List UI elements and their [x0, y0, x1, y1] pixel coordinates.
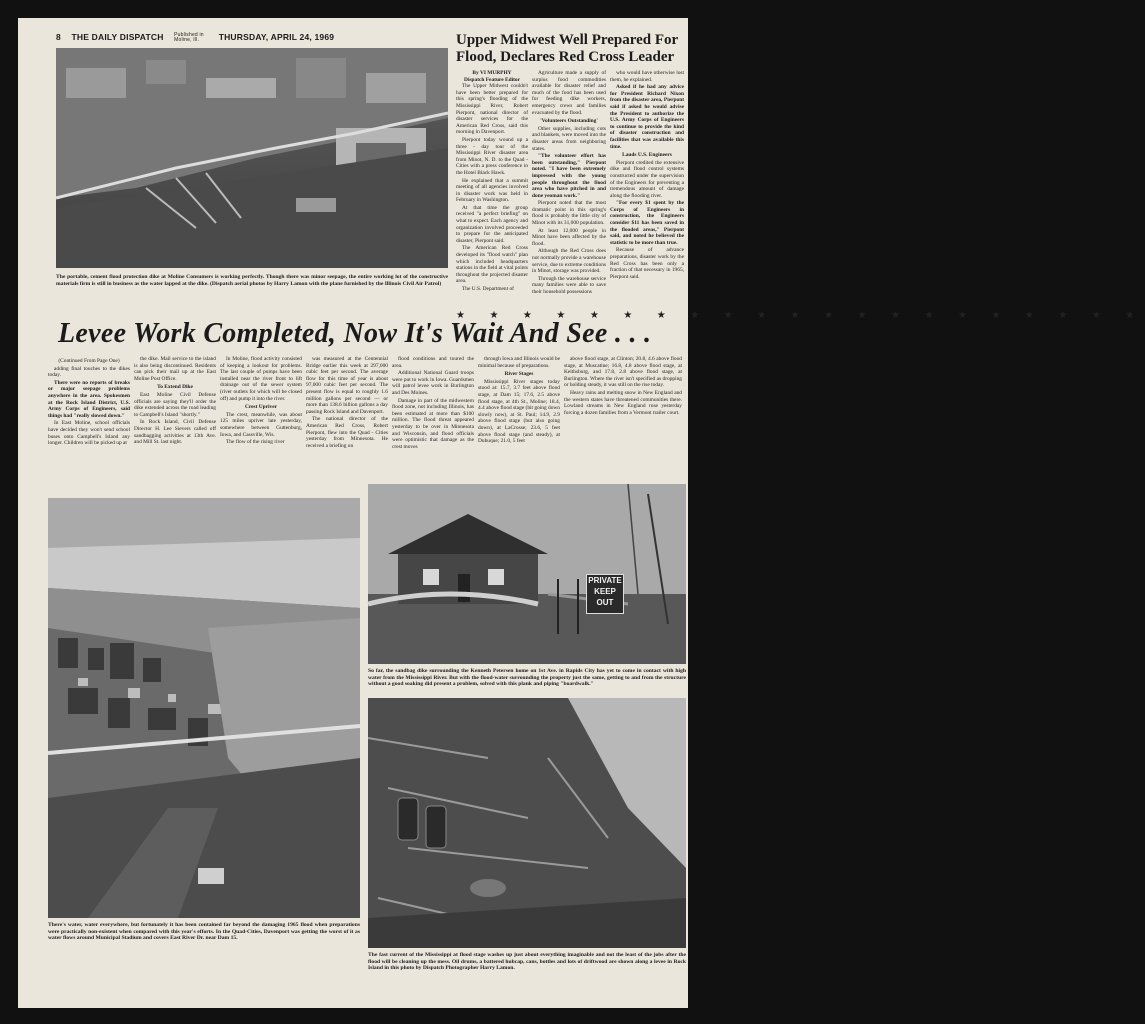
byline: By VI MURPHY [472, 70, 512, 76]
byline-title: Dispatch Feature Editor [464, 76, 520, 83]
levee-column-3 [220, 356, 302, 486]
aerial-dike-image [56, 48, 448, 268]
continued-note: (Continued From Page One) [58, 358, 120, 364]
sign-line: OUT [596, 598, 614, 607]
debris-levee-photo [368, 698, 686, 948]
levee-column-4 [306, 356, 388, 486]
paper-name: THE DAILY DISPATCH [71, 32, 164, 42]
paragraph: Although the Red Cross does not normally provide a warehouse service, due to extreme conditions in Minot, storage was provided. [532, 248, 606, 275]
levee-column-7 [564, 356, 682, 486]
red-cross-headline: Upper Midwest Well Prepared For Flood, Declares Red Cross Leader [456, 32, 678, 65]
house-image [368, 484, 686, 664]
subhead: River Stages [504, 371, 534, 378]
paragraph: the dike. Mail service to the island is also being discontinued. Residents can pick their mail up at the East Moline Post Office. [134, 356, 216, 382]
paragraph: In Rock Island, Civil Defense Director H. Lee Sievers called off sandbagging activities at 13th Ave. and Mill St. last night. [134, 419, 216, 446]
paragraph: At that time the group received "a perfect briefing" on what to expect. Each agency and organization involved proceeded to prepare for the anticipated disaster, Pierpont said. [456, 204, 528, 244]
paragraph: The national director of the American Red Cross, Robert Pierpont, flew into the Quad - Cities yesterday from Minnesota. He received a briefing on [306, 416, 388, 449]
page-header [56, 32, 342, 43]
paragraph: East Moline Civil Defense officials are saying they'll order the dike extended across the road leading to Campbell's Island "shortly." [134, 391, 216, 418]
paragraph: The American Red Cross developed its "flood watch" plan which included headquarters stations in the field at vital points throughout the projected disaster area. [456, 245, 528, 285]
newspaper-page [18, 18, 1145, 1008]
subhead: Lauds U.S. Engineers [622, 152, 672, 159]
page-number: 8 [56, 32, 61, 42]
paragraph: was measured at the Centennial Bridge earlier this week at 297,000 cubic feet per second. The average flow for this time of year is about 97,000 cubic feet per second. The present flow is equal to roughly 1.6 million gallons per second — or more than 138.6 billion gallons a day passing Rock Island and Davenport. [306, 356, 388, 415]
debris-photo-caption: The fast current of the Mississippi at flood stage washes up just about everything imaginable and not the least of the jobs after the flood will be cleaning up the mess. Oil drums, a battered hubcap, cans, bottles and lots of driftwood are shown along a levee in Rock Island in this photo by Dispatch Photographer Harry Lamon. [368, 952, 686, 972]
sign-line: PRIVATE [588, 576, 622, 585]
paragraph: through Iowa and Illinois would be minimal because of preparations. [478, 356, 560, 369]
levee-column-6 [478, 356, 560, 486]
paragraph: The Upper Midwest couldn't have been better prepared for this spring's flooding of the Mississippi River, Robert Pierpont, national director of disaster services for the American Red Cross, said this morning in Davenport. [456, 83, 528, 136]
red-cross-column-2 [532, 70, 606, 306]
paragraph: The crest, meanwhile, was about 125 miles upriver late yesterday, somewhere between Guttenburg, Iowa, and Cassville, Wis. [220, 411, 302, 438]
house-photo-caption: So far, the sandbag dike surrounding the Kenneth Petersen home on 1st Ave. in Rapids City has yet to come in contact with high water from the Mississippi River. But with the flood-water surrounding the property just the same, getting to and from the structure without a good soaking did present a problem, solved with this plank and piping "boardwalk." [368, 668, 686, 688]
issue-date: THURSDAY, APRIL 24, 1969 [218, 32, 335, 42]
top-photo-caption: The portable, cement flood protection dike at Moline Consumers is working perfectly. Though there was minor seepage, the entire working lot of the constructive materials firm is still in business as the water lapped at the dike. (Dispatch aerial photos by Harry Lamon with the plane furnished by the Illinois Civil Air Patrol) [56, 274, 448, 287]
paragraph: Damage in part of the midwestern flood zone, not including Illinois, has been estimated at more than $100 million. The flood threat appeared yesterday to be over in Minnesota and Wisconsin, and flood officials were optimistic that damage as the crest moves [392, 397, 474, 450]
paragraph: Agriculture made a supply of surplus food commodities available for disaster relief and much of the food has been used for feeding dike workers, emergency crews and families evacuated by the flood. [532, 70, 606, 116]
paragraph: The flow of the rising river [226, 439, 285, 446]
paragraph: There were no reports of breaks or major seepage problems anywhere in the area. Spokesmen at the Rock Island District, U.S. Army Corps of Engineers, said things had "really slowed down." [48, 379, 130, 419]
house-sandbag-photo [368, 484, 686, 664]
paragraph: In Moline, flood activity consisted of keeping a lookout for problems. The last couple of pumps have been installed near the river front to lift drainage out of the sewer system (river outlets for which will be closed off) and pump it into the river. [220, 356, 302, 402]
paragraph: who would have otherwise lost them, he explained. [610, 70, 684, 83]
debris-image [368, 698, 686, 948]
paragraph: At least 12,000 people in Minot have been affected by the flood. [532, 227, 606, 247]
levee-column-2 [134, 356, 216, 486]
sign-line: KEEP [594, 587, 616, 596]
paragraph: He explained that a summit meeting of all agencies involved in disaster work was held in February in Washington. [456, 177, 528, 204]
paragraph: Mississippi River stages today stood at: 15.7, 3.7 feet above flood stage, at Dam 15; 17.6, 2.5 above flood stage, at 4th St., Moline; 18.4, 4.4 above flood stage (hit going down slowly now), at St. Paul; 14.9, 2.9 above flood stage (but also going down), at LaCrosse; 23.6, 5 feet above flood stage (and steady), at Dubuque; 21.0, 5 feet [478, 378, 560, 445]
paragraph: Pierpont today wound up a three - day tour of the Mississippi River disaster area from Minot, N. D. to the Quad - Cities with a press conference in the Hotel Black Hawk. [456, 136, 528, 176]
paragraph: Because of advance preparations, disaster work by the Red Cross has been only a fraction of that necessary in 1965, Pierpont said. [610, 247, 684, 280]
subhead: Crest Upriver [244, 404, 278, 411]
star-divider: ★ ★ ★ ★ ★ ★ ★ ★ ★ ★ ★ ★ ★ ★ ★ ★ ★ ★ ★ ★ ★ [456, 310, 1145, 321]
paragraph: Pierpont noted that the most dramatic point in this spring's flood is probably the little city of Minot with its 31,000 population. [532, 200, 606, 227]
paragraph: flood conditions and toured the area. [392, 356, 474, 369]
paragraph: Additional National Guard troops were put to work in Iowa. Guardsmen will patrol levee work in Burlington and Des Moines. [392, 370, 474, 396]
paragraph: Asked if he had any advice for President Richard Nixon from the disaster area, Pierpont said if asked he would advise the President to authorize the U.S. Army Corps of Engineers to continue to provide the kind of disaster construction and facilities that was available this time. [610, 84, 684, 150]
paragraph: Pierpont credited the extensive dike and flood control systems constructed under the supervision of the Engineers for preventing a tremendous amount of damage along the flooding river. [610, 159, 684, 199]
paragraph: Other supplies, including cots and blankets, were moved into the disaster areas from neighboring states. [532, 125, 606, 152]
paragraph: Through the warehouse service many families were able to save their household possessions [532, 275, 606, 295]
paragraph: above flood stage, at Clinton; 20.8, 4.6 above flood stage, at Muscatine; 16.8, 4.8 above flood stage, at Keithsburg, and 17.8, 2.8 above flood stage, at Burlington. Where the river isn't specified as dropping or holding steady, it was still on the rise today. [564, 356, 682, 389]
city-flood-image [48, 498, 360, 918]
red-cross-column-3 [610, 70, 684, 306]
city-aerial-photo [48, 498, 360, 918]
paragraph: Heavy rains and melting snow in New England and the western states have threatened communities there. Lowland streams in New England rose yesterday forcing a dozen families from a Vermont trailer court. [564, 389, 682, 416]
banner-headline: Levee Work Completed, Now It's Wait And See . . . [58, 318, 652, 349]
levee-column-1 [48, 356, 130, 486]
levee-column-5 [392, 356, 474, 486]
paragraph: adding final touches to the dikes today. [48, 365, 130, 379]
paragraph: The U.S. Department of [462, 286, 514, 292]
private-keep-out-sign [586, 574, 624, 614]
paragraph: In East Moline, school officials have decided they won't send school buses onto Campbell's Island any longer. Children will be picked up at [48, 420, 130, 447]
top-aerial-photo [56, 48, 448, 268]
publisher-note: Published in Moline, Ill. [174, 31, 204, 43]
paragraph: "The volunteer effort has been outstanding," Pierpont noted. "I have been extremely impressed with the young people throughout the flood area who have pitched in and done yeoman work." [532, 153, 606, 199]
red-cross-column-1 [456, 70, 528, 306]
city-aerial-caption: There's water, water everywhere, but fortunately it has been contained far beyond the damaging 1965 flood when preparations were practically non-existent when compared with this year's efforts. In the Quad-Cities, Davenport was getting the worst of it as water flows around Municipal Stadium and covers East River Dr. near Dam 15. [48, 922, 360, 942]
paragraph: "For every $1 spent by the Corps of Engineers in construction, the Engineers consider $11 has been saved in the flooded areas," Pierpont said, and noted he believed the statistic to be more than true. [610, 200, 684, 246]
subhead: 'Volunteers Outstanding' [540, 118, 598, 125]
subhead: To Extend Dike [157, 384, 193, 391]
